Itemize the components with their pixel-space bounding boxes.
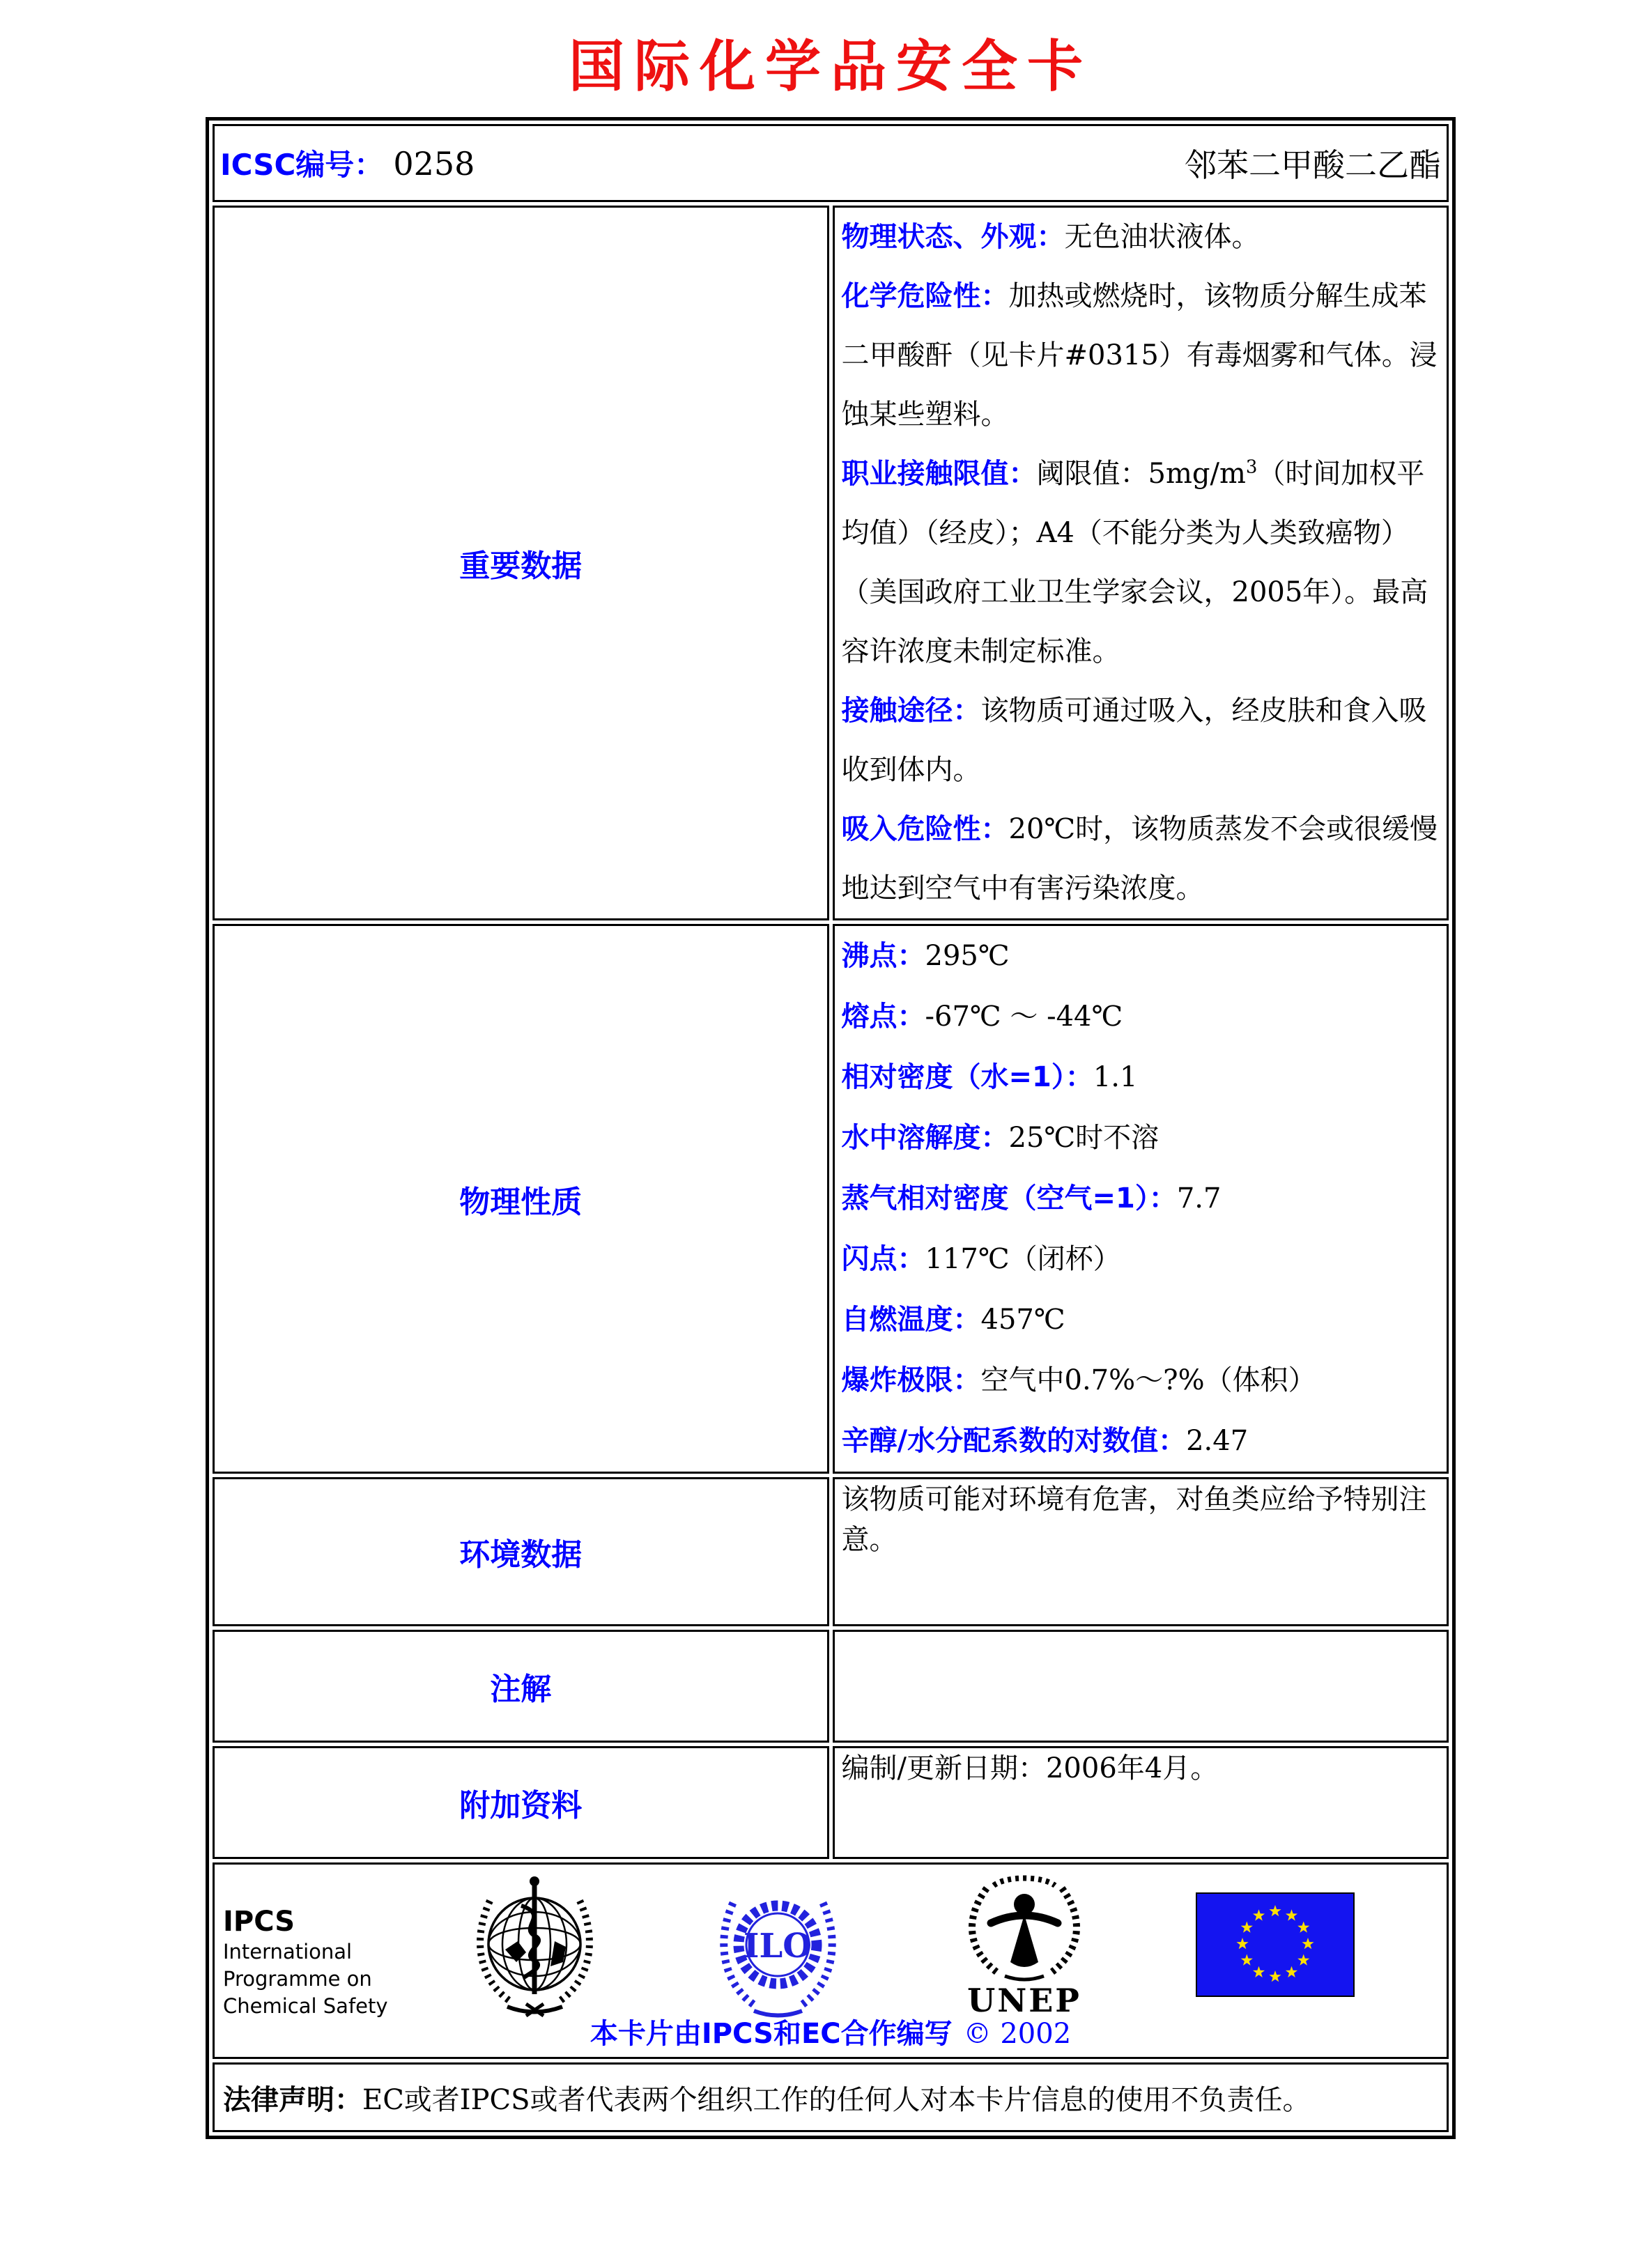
property-label: 化学危险性：	[841, 280, 1009, 312]
section-label-physical-properties: 物理性质	[213, 924, 829, 1474]
icsc-number-label: ICSC编号：	[220, 148, 384, 182]
property-row	[842, 267, 1440, 445]
page-title: 国际化学品安全卡	[569, 34, 1093, 99]
property-label: 闪点：	[841, 1243, 925, 1275]
property-label: 接触途径：	[841, 695, 981, 727]
unep-label: UNEP	[967, 1982, 1081, 2019]
unep-logo-block	[955, 1873, 1094, 2019]
property-label: 吸入危险性：	[841, 813, 1009, 845]
notes-content	[833, 1630, 1449, 1743]
property-value: 加热或燃烧时，该物质分解生成苯二甲酸酐（见卡片#0315）有毒烟雾和气体。浸蚀某些塑料。	[841, 280, 1438, 431]
property-value-cont: （时间加权平均值）（经皮）；A4（不能分类为人类致癌物）（美国政府工业卫生学家会议，2005年）。最高容许浓度未制定标准。	[841, 458, 1428, 668]
property-value: 空气中0.7%～?%（体积）	[980, 1364, 1316, 1396]
property-row	[842, 1108, 1440, 1168]
property-row	[842, 1290, 1440, 1350]
additional-info-content	[833, 1746, 1449, 1859]
property-label: 爆炸极限：	[841, 1364, 981, 1396]
additional-info-row	[213, 1746, 1449, 1859]
ilo-logo-icon	[714, 1879, 842, 2021]
property-label: 熔点：	[841, 1001, 925, 1033]
property-value: 2.47	[1186, 1425, 1249, 1457]
property-value: 1.1	[1093, 1061, 1138, 1093]
section-label-environmental-data: 环境数据	[213, 1477, 829, 1626]
property-row	[842, 445, 1440, 681]
property-value: 该物质可通过吸入，经皮肤和食入吸收到体内。	[841, 695, 1427, 786]
property-label: 辛醇/水分配系数的对数值：	[841, 1425, 1187, 1457]
property-row	[842, 1229, 1440, 1290]
section-label-additional-info: 附加资料	[213, 1746, 829, 1859]
important-data-content	[833, 206, 1449, 920]
footer-caption-text: 本卡片由IPCS和EC合作编写	[590, 2018, 953, 2050]
header-cell	[213, 124, 1449, 202]
property-row	[842, 1350, 1440, 1411]
property-row	[842, 926, 1440, 987]
ipcs-subtitle-line: Programme on	[223, 1967, 372, 1991]
property-value: 阈限值：5mg/m	[1036, 458, 1246, 490]
property-label: 水中溶解度：	[841, 1122, 1009, 1154]
footer-copyright: © 2002	[963, 2018, 1072, 2050]
property-row	[842, 1168, 1440, 1229]
property-row	[842, 800, 1440, 918]
property-label: 相对密度（水=1）：	[841, 1061, 1093, 1093]
environmental-data-content	[833, 1477, 1449, 1626]
property-value: 117℃（闭杯）	[925, 1243, 1121, 1275]
property-label: 沸点：	[841, 940, 925, 972]
environment-text: 该物质可能对环境有危害，对鱼类应给予特别注意。	[841, 1483, 1427, 1556]
legal-label: 法律声明：	[223, 2083, 362, 2116]
important-data-row	[213, 206, 1449, 920]
additional-info-text: 编制/更新日期：2006年4月。	[841, 1752, 1219, 1784]
property-row	[842, 208, 1440, 267]
property-value: 20℃时，该物质蒸发不会或很缓慢地达到空气中有害污染浓度。	[841, 813, 1438, 904]
property-value: -67℃ ～ -44℃	[925, 1001, 1123, 1033]
chemical-name: 邻苯二甲酸二乙酯	[1185, 146, 1441, 184]
property-label: 物理状态、外观：	[841, 221, 1065, 253]
icsc-number-value: 0258	[393, 145, 475, 183]
property-row	[842, 1411, 1440, 1472]
property-value: 295℃	[925, 940, 1010, 972]
property-superscript: 3	[1245, 456, 1258, 478]
property-label: 自燃温度：	[841, 1304, 981, 1336]
legal-row	[213, 2062, 1449, 2132]
property-value: 25℃时不溶	[1008, 1122, 1160, 1154]
physical-properties-content	[833, 924, 1449, 1474]
footer-cell	[213, 1862, 1449, 2059]
property-label: 职业接触限值：	[841, 458, 1037, 490]
property-label: 蒸气相对密度（空气=1）：	[841, 1182, 1177, 1214]
ilo-letters: ILO	[743, 1927, 812, 1966]
header-row	[213, 124, 1449, 202]
section-label-notes: 注解	[213, 1630, 829, 1743]
property-value: 457℃	[980, 1304, 1065, 1336]
who-logo-icon	[467, 1874, 603, 2021]
property-row	[842, 1047, 1440, 1108]
ipcs-subtitle-line: International	[223, 1940, 353, 1964]
section-label-important-data: 重要数据	[213, 206, 829, 920]
legal-text: EC或者IPCS或者代表两个组织工作的任何人对本卡片信息的使用不负责任。	[362, 2083, 1311, 2116]
property-row	[842, 987, 1440, 1047]
ipcs-title: IPCS	[223, 1906, 295, 1938]
environmental-data-row	[213, 1477, 1449, 1626]
unep-logo-icon	[963, 1873, 1086, 1983]
legal-cell	[213, 2062, 1449, 2132]
physical-properties-row	[213, 924, 1449, 1474]
property-value: 7.7	[1176, 1182, 1222, 1214]
icsc-number-group	[220, 142, 475, 184]
footer-row	[213, 1862, 1449, 2059]
ipcs-block	[223, 1905, 388, 2020]
property-value: 无色油状液体。	[1064, 221, 1260, 253]
ipcs-subtitle-line: Chemical Safety	[223, 1994, 388, 2018]
eu-flag-icon	[1196, 1892, 1355, 1997]
notes-row	[213, 1630, 1449, 1743]
property-row	[842, 681, 1440, 800]
icsc-card-table	[206, 117, 1456, 2139]
footer-caption	[215, 2012, 1447, 2051]
